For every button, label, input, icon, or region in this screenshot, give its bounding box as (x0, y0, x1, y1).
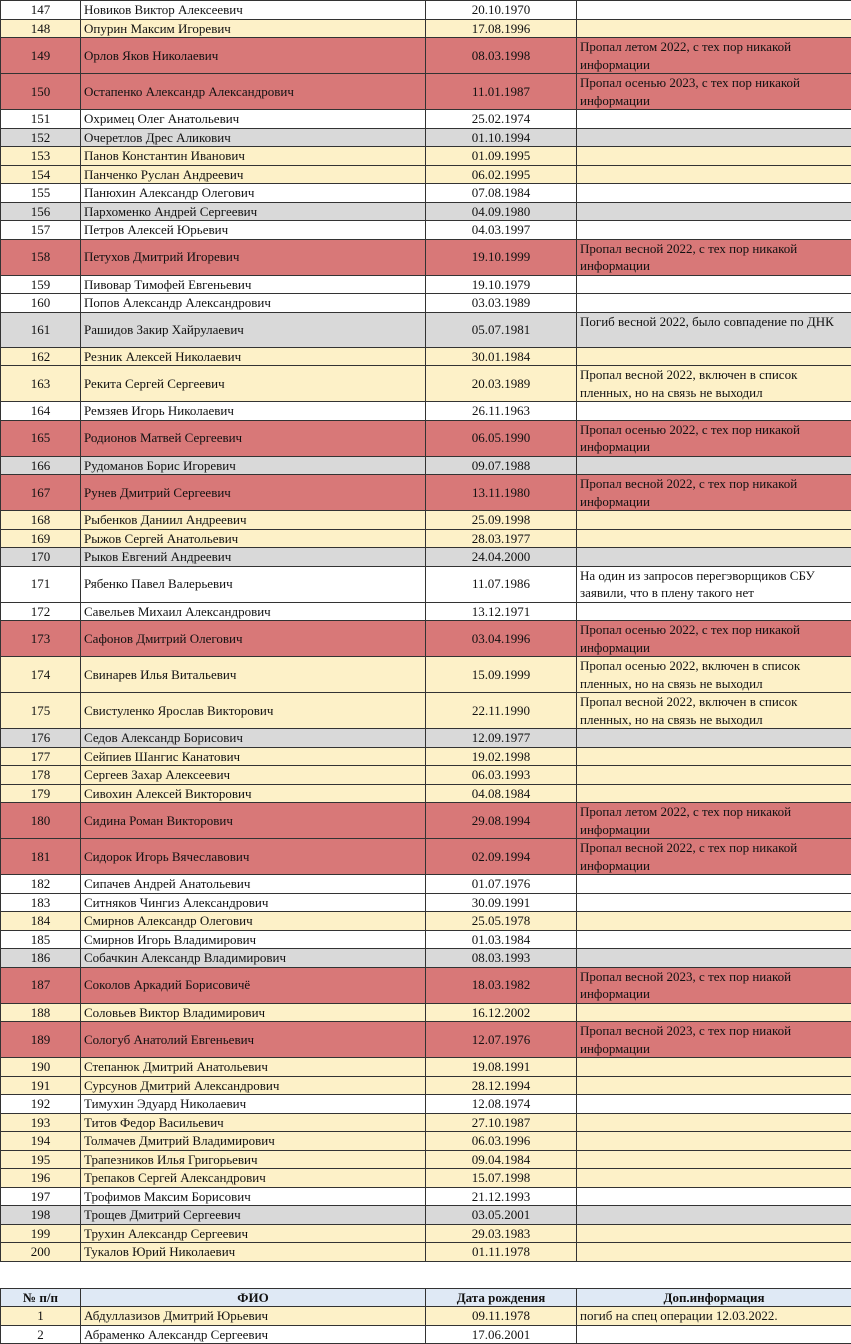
row-birthdate: 06.02.1995 (426, 165, 577, 184)
row-birthdate: 24.04.2000 (426, 548, 577, 567)
row-info (577, 110, 851, 129)
row-number: 165 (1, 420, 81, 456)
row-name: Собачкин Александр Владимирович (81, 949, 426, 968)
row-number: 181 (1, 839, 81, 875)
row-number: 170 (1, 548, 81, 567)
row-number: 153 (1, 147, 81, 166)
row-birthdate: 04.03.1997 (426, 221, 577, 240)
table-row (1, 202, 851, 221)
row-birthdate: 16.12.2002 (426, 1003, 577, 1022)
row-birthdate: 12.07.1976 (426, 1022, 577, 1058)
row-info (577, 456, 851, 475)
row-birthdate: 13.11.1980 (426, 475, 577, 511)
header-date: Дата рождения (426, 1288, 577, 1307)
row-info (577, 1243, 851, 1262)
row-name: Степанюк Дмитрий Анатольевич (81, 1058, 426, 1077)
table-row (1, 1113, 851, 1132)
table-row (1, 548, 851, 567)
row-birthdate: 18.03.1982 (426, 967, 577, 1003)
row-name: Панченко Руслан Андреевич (81, 165, 426, 184)
row-birthdate: 09.11.1978 (426, 1307, 577, 1326)
row-name: Смирнов Александр Олегович (81, 912, 426, 931)
table-row (1, 657, 851, 693)
row-birthdate: 26.11.1963 (426, 402, 577, 421)
row-number: 175 (1, 693, 81, 729)
row-name: Опурин Максим Игоревич (81, 19, 426, 38)
row-number: 186 (1, 949, 81, 968)
row-number: 148 (1, 19, 81, 38)
row-number: 184 (1, 912, 81, 931)
row-birthdate: 22.11.1990 (426, 693, 577, 729)
table-row (1, 184, 851, 203)
row-info: Пропал весной 2023, с тех пор ниакой информации (577, 967, 851, 1003)
header-row (1, 1288, 851, 1307)
table-row (1, 839, 851, 875)
table-row (1, 893, 851, 912)
row-info: Пропал осенью 2022, с тех пор никакой информации (577, 621, 851, 657)
row-birthdate: 19.10.1979 (426, 275, 577, 294)
table-row (1, 128, 851, 147)
row-birthdate: 04.08.1984 (426, 784, 577, 803)
row-info (577, 1150, 851, 1169)
table-row (1, 312, 851, 347)
row-name: Очеретлов Дрес Аликович (81, 128, 426, 147)
row-number: 172 (1, 602, 81, 621)
row-info (577, 602, 851, 621)
row-info (577, 1224, 851, 1243)
row-number: 178 (1, 766, 81, 785)
row-name: Сейпиев Шангис Канатович (81, 747, 426, 766)
table-row (1, 147, 851, 166)
personnel-table-2 (0, 1288, 851, 1344)
row-number: 169 (1, 529, 81, 548)
row-number: 191 (1, 1076, 81, 1095)
row-name: Сидорок Игорь Вячеславович (81, 839, 426, 875)
row-birthdate: 12.09.1977 (426, 729, 577, 748)
row-birthdate: 25.09.1998 (426, 511, 577, 530)
row-name: Резник Алексей Николаевич (81, 347, 426, 366)
table-row (1, 912, 851, 931)
row-info (577, 402, 851, 421)
table-row (1, 1, 851, 20)
row-birthdate: 30.01.1984 (426, 347, 577, 366)
row-birthdate: 06.03.1996 (426, 1132, 577, 1151)
row-info: Пропал весной 2022, с тех пор никакой информации (577, 475, 851, 511)
row-name: Пархоменко Андрей Сергеевич (81, 202, 426, 221)
table-row (1, 766, 851, 785)
row-birthdate: 28.03.1977 (426, 529, 577, 548)
table-row (1, 1058, 851, 1077)
table-row (1, 930, 851, 949)
table-row (1, 1224, 851, 1243)
table-row (1, 729, 851, 748)
row-number: 195 (1, 1150, 81, 1169)
table-row (1, 784, 851, 803)
row-info (577, 184, 851, 203)
row-number: 189 (1, 1022, 81, 1058)
table-row (1, 875, 851, 894)
table-gap (0, 1262, 851, 1288)
row-birthdate: 08.03.1993 (426, 949, 577, 968)
row-number: 159 (1, 275, 81, 294)
row-name: Рашидов Закир Хайрулаевич (81, 312, 426, 347)
row-birthdate: 30.09.1991 (426, 893, 577, 912)
row-info: Погиб весной 2022, было совпадение по ДНК (577, 312, 851, 347)
row-birthdate: 06.05.1990 (426, 420, 577, 456)
table-row (1, 803, 851, 839)
row-birthdate: 02.09.1994 (426, 839, 577, 875)
row-name: Новиков Виктор Алексеевич (81, 1, 426, 20)
row-name: Трофимов Максим Борисович (81, 1187, 426, 1206)
row-name: Смирнов Игорь Владимирович (81, 930, 426, 949)
row-number: 188 (1, 1003, 81, 1022)
row-number: 199 (1, 1224, 81, 1243)
row-info (577, 912, 851, 931)
table-row (1, 1022, 851, 1058)
row-name: Охримец Олег Анатольевич (81, 110, 426, 129)
row-birthdate: 29.03.1983 (426, 1224, 577, 1243)
table-row (1, 475, 851, 511)
row-number: 173 (1, 621, 81, 657)
row-name: Трепаков Сергей Александрович (81, 1169, 426, 1188)
table-row (1, 1095, 851, 1114)
row-birthdate: 19.10.1999 (426, 239, 577, 275)
table-row (1, 165, 851, 184)
row-name: Тимухин Эдуард Николаевич (81, 1095, 426, 1114)
table-row (1, 239, 851, 275)
row-number: 168 (1, 511, 81, 530)
row-name: Свинарев Илья Витальевич (81, 657, 426, 693)
row-name: Панюхин Александр Олегович (81, 184, 426, 203)
row-number: 167 (1, 475, 81, 511)
row-name: Трощев Дмитрий Сергеевич (81, 1206, 426, 1225)
table-row (1, 1187, 851, 1206)
row-birthdate: 17.06.2001 (426, 1325, 577, 1344)
row-number: 149 (1, 38, 81, 74)
row-name: Толмачев Дмитрий Владимирович (81, 1132, 426, 1151)
row-birthdate: 01.07.1976 (426, 875, 577, 894)
row-birthdate: 09.07.1988 (426, 456, 577, 475)
table-row (1, 420, 851, 456)
row-number: 198 (1, 1206, 81, 1225)
row-info (577, 294, 851, 313)
row-number: 154 (1, 165, 81, 184)
row-birthdate: 27.10.1987 (426, 1113, 577, 1132)
row-info: Пропал весной 2022, с тех пор никакой информации (577, 239, 851, 275)
table-row (1, 38, 851, 74)
row-info (577, 548, 851, 567)
row-name: Титов Федор Васильевич (81, 1113, 426, 1132)
row-info (577, 1076, 851, 1095)
row-info: Пропал осенью 2022, с тех пор никакой информации (577, 420, 851, 456)
row-birthdate: 11.07.1986 (426, 566, 577, 602)
row-name: Савельев Михаил Александрович (81, 602, 426, 621)
row-info (577, 784, 851, 803)
row-info: Пропал осенью 2023, с тех пор никакой информации (577, 74, 851, 110)
row-name: Сологуб Анатолий Евгеньевич (81, 1022, 426, 1058)
row-name: Орлов Яков Николаевич (81, 38, 426, 74)
row-name: Пивовар Тимофей Евгеньевич (81, 275, 426, 294)
row-info (577, 930, 851, 949)
table-row (1, 621, 851, 657)
row-info (577, 147, 851, 166)
row-birthdate: 19.02.1998 (426, 747, 577, 766)
row-name: Соловьев Виктор Владимирович (81, 1003, 426, 1022)
row-name: Остапенко Александр Александрович (81, 74, 426, 110)
row-info: погиб на спец операции 12.03.2022. (577, 1307, 851, 1326)
row-number: 164 (1, 402, 81, 421)
table-row (1, 693, 851, 729)
row-info (577, 729, 851, 748)
table-row (1, 347, 851, 366)
personnel-table-2-body (1, 1307, 851, 1344)
table-row (1, 366, 851, 402)
row-birthdate: 01.03.1984 (426, 930, 577, 949)
row-number: 156 (1, 202, 81, 221)
row-birthdate: 03.04.1996 (426, 621, 577, 657)
table-row (1, 967, 851, 1003)
row-info (577, 875, 851, 894)
table-row (1, 747, 851, 766)
row-info (577, 347, 851, 366)
row-number: 155 (1, 184, 81, 203)
table-row (1, 529, 851, 548)
row-number: 174 (1, 657, 81, 693)
table-row (1, 566, 851, 602)
row-info (577, 275, 851, 294)
row-number: 1 (1, 1307, 81, 1326)
header-num: № п/п (1, 1288, 81, 1307)
row-number: 190 (1, 1058, 81, 1077)
row-name: Сурсунов Дмитрий Александрович (81, 1076, 426, 1095)
row-name: Рыжов Сергей Анатольевич (81, 529, 426, 548)
row-birthdate: 04.09.1980 (426, 202, 577, 221)
row-info (577, 221, 851, 240)
row-birthdate: 17.08.1996 (426, 19, 577, 38)
row-number: 171 (1, 566, 81, 602)
table-row (1, 74, 851, 110)
table-row (1, 456, 851, 475)
row-info: Пропал весной 2022, включен в список пленных, но на связь не выходил (577, 366, 851, 402)
row-birthdate: 13.12.1971 (426, 602, 577, 621)
row-name: Сипачев Андрей Анатольевич (81, 875, 426, 894)
row-birthdate: 09.04.1984 (426, 1150, 577, 1169)
table-row (1, 1150, 851, 1169)
row-number: 185 (1, 930, 81, 949)
table-row (1, 1003, 851, 1022)
row-info (577, 893, 851, 912)
row-number: 187 (1, 967, 81, 1003)
row-number: 197 (1, 1187, 81, 1206)
row-name: Сивохин Алексей Викторович (81, 784, 426, 803)
row-name: Петухов Дмитрий Игоревич (81, 239, 426, 275)
table-row (1, 402, 851, 421)
row-number: 193 (1, 1113, 81, 1132)
table-row (1, 1325, 851, 1344)
row-number: 151 (1, 110, 81, 129)
row-birthdate: 15.09.1999 (426, 657, 577, 693)
row-birthdate: 12.08.1974 (426, 1095, 577, 1114)
row-name: Соколов Аркадий Борисовичё (81, 967, 426, 1003)
row-info: Пропал летом 2022, с тех пор никакой информации (577, 803, 851, 839)
row-birthdate: 21.12.1993 (426, 1187, 577, 1206)
header-name: ФИО (81, 1288, 426, 1307)
row-birthdate: 06.03.1993 (426, 766, 577, 785)
row-number: 161 (1, 312, 81, 347)
row-number: 180 (1, 803, 81, 839)
row-info (577, 529, 851, 548)
row-info (577, 128, 851, 147)
row-number: 162 (1, 347, 81, 366)
row-number: 147 (1, 1, 81, 20)
row-name: Панов Константин Иванович (81, 147, 426, 166)
row-birthdate: 03.05.2001 (426, 1206, 577, 1225)
table-row (1, 221, 851, 240)
row-birthdate: 05.07.1981 (426, 312, 577, 347)
row-number: 166 (1, 456, 81, 475)
row-info (577, 1169, 851, 1188)
row-name: Тукалов Юрий Николаевич (81, 1243, 426, 1262)
row-birthdate: 25.05.1978 (426, 912, 577, 931)
table-row (1, 511, 851, 530)
row-name: Абдуллазизов Дмитрий Юрьевич (81, 1307, 426, 1326)
row-number: 192 (1, 1095, 81, 1114)
row-info: Пропал осенью 2022, включен в список пленных, но на связь не выходил (577, 657, 851, 693)
row-name: Петров Алексей Юрьевич (81, 221, 426, 240)
personnel-table-body (1, 1, 851, 1262)
row-birthdate: 01.09.1995 (426, 147, 577, 166)
row-number: 179 (1, 784, 81, 803)
table-row (1, 1132, 851, 1151)
row-name: Сидина Роман Викторович (81, 803, 426, 839)
table-row (1, 294, 851, 313)
row-name: Трухин Александр Сергеевич (81, 1224, 426, 1243)
row-info (577, 766, 851, 785)
row-name: Седов Александр Борисович (81, 729, 426, 748)
row-info (577, 165, 851, 184)
row-number: 177 (1, 747, 81, 766)
table-row (1, 1243, 851, 1262)
row-info (577, 202, 851, 221)
row-birthdate: 19.08.1991 (426, 1058, 577, 1077)
row-info (577, 949, 851, 968)
row-name: Рыбенков Даниил Андреевич (81, 511, 426, 530)
row-info: Пропал весной 2022, включен в список пленных, но на связь не выходил (577, 693, 851, 729)
table-row (1, 19, 851, 38)
row-name: Сафонов Дмитрий Олегович (81, 621, 426, 657)
row-name: Рудоманов Борис Игоревич (81, 456, 426, 475)
row-number: 150 (1, 74, 81, 110)
row-birthdate: 29.08.1994 (426, 803, 577, 839)
row-birthdate: 28.12.1994 (426, 1076, 577, 1095)
row-birthdate: 01.11.1978 (426, 1243, 577, 1262)
row-number: 2 (1, 1325, 81, 1344)
row-birthdate: 01.10.1994 (426, 128, 577, 147)
table-row (1, 1169, 851, 1188)
row-birthdate: 20.10.1970 (426, 1, 577, 20)
row-info (577, 1058, 851, 1077)
row-name: Абраменко Александр Сергеевич (81, 1325, 426, 1344)
row-number: 200 (1, 1243, 81, 1262)
row-name: Рекита Сергей Сергеевич (81, 366, 426, 402)
row-name: Трапезников Илья Григорьевич (81, 1150, 426, 1169)
row-birthdate: 03.03.1989 (426, 294, 577, 313)
row-name: Свистуленко Ярослав Викторович (81, 693, 426, 729)
row-info (577, 1325, 851, 1344)
row-name: Рябенко Павел Валерьевич (81, 566, 426, 602)
table-row (1, 949, 851, 968)
row-info: Пропал летом 2022, с тех пор никакой информации (577, 38, 851, 74)
row-number: 196 (1, 1169, 81, 1188)
row-info (577, 1, 851, 20)
row-number: 152 (1, 128, 81, 147)
row-name: Рунев Дмитрий Сергеевич (81, 475, 426, 511)
row-birthdate: 15.07.1998 (426, 1169, 577, 1188)
row-name: Ситняков Чингиз Александрович (81, 893, 426, 912)
row-info (577, 1003, 851, 1022)
table-row (1, 1076, 851, 1095)
table-row (1, 1307, 851, 1326)
table-row (1, 602, 851, 621)
row-info (577, 511, 851, 530)
row-info (577, 1132, 851, 1151)
row-info: На один из запросов перегэворщиков СБУ заявили, что в плену такого нет (577, 566, 851, 602)
row-birthdate: 11.01.1987 (426, 74, 577, 110)
row-number: 160 (1, 294, 81, 313)
row-number: 194 (1, 1132, 81, 1151)
row-name: Рыков Евгений Андреевич (81, 548, 426, 567)
row-info (577, 19, 851, 38)
row-number: 182 (1, 875, 81, 894)
row-number: 163 (1, 366, 81, 402)
row-name: Попов Александр Александрович (81, 294, 426, 313)
table-row (1, 1206, 851, 1225)
row-info (577, 1095, 851, 1114)
row-number: 176 (1, 729, 81, 748)
row-info (577, 1206, 851, 1225)
row-name: Ремзяев Игорь Николаевич (81, 402, 426, 421)
row-birthdate: 25.02.1974 (426, 110, 577, 129)
row-info (577, 747, 851, 766)
row-number: 158 (1, 239, 81, 275)
table-row (1, 110, 851, 129)
row-info: Пропал весной 2023, с тех пор ниакой информации (577, 1022, 851, 1058)
header-info: Доп.информация (577, 1288, 851, 1307)
row-birthdate: 20.03.1989 (426, 366, 577, 402)
row-birthdate: 07.08.1984 (426, 184, 577, 203)
row-name: Родионов Матвей Сергеевич (81, 420, 426, 456)
row-info: Пропал весной 2022, с тех пор никакой информации (577, 839, 851, 875)
row-name: Сергеев Захар Алексеевич (81, 766, 426, 785)
row-number: 183 (1, 893, 81, 912)
table-row (1, 275, 851, 294)
row-birthdate: 08.03.1998 (426, 38, 577, 74)
row-info (577, 1113, 851, 1132)
row-info (577, 1187, 851, 1206)
row-number: 157 (1, 221, 81, 240)
